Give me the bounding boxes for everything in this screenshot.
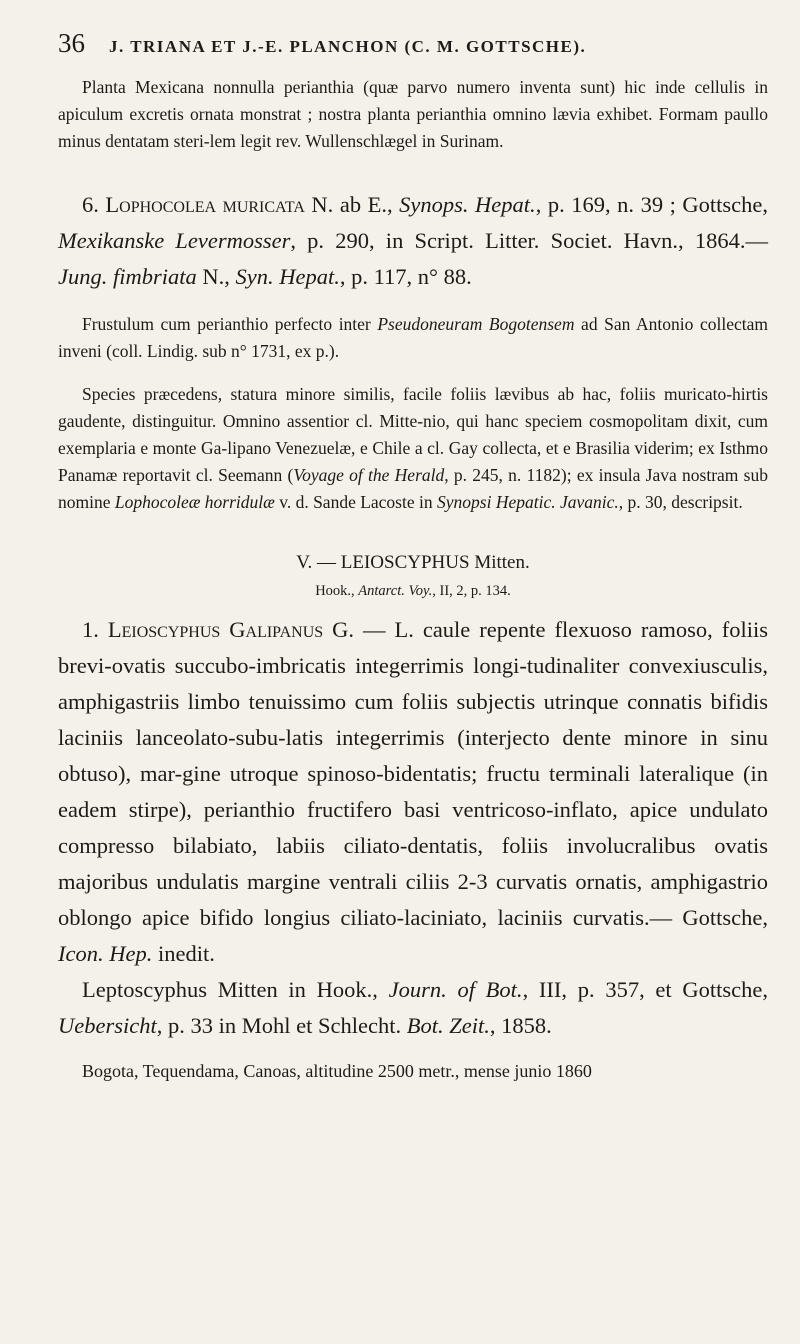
species-6-paragraph-1: [58, 311, 768, 365]
species-1-description: [58, 612, 768, 972]
species-1-number: 1.: [82, 617, 99, 642]
species-1-author: G.: [323, 617, 355, 642]
intro-paragraph: Planta Mexicana nonnulla perianthia (quæ parvo numero inventa sunt) hic inde cellulis in apiculum excretis ornata monstrat ; nostra planta perianthia omnino lævia exhibet. Formam paullo minus dentatam steri-lem legit rev. Wullenschlægel in Surinam.: [58, 77, 768, 151]
species-1-p2-ref2: Uebersicht: [58, 1013, 157, 1038]
species-6-ref2b: , p. 290, in Script. Litter. Societ. Havn., 1864.—: [290, 228, 768, 253]
species-1-p2c: , p. 33 in Mohl et Schlecht.: [156, 1013, 407, 1038]
species-6-p2-ref1: Voyage of the Herald: [293, 465, 445, 485]
genus-ref-b: , II, 2, p. 134.: [432, 583, 511, 599]
species-1-icon-ref: Icon. Hep.: [58, 941, 153, 966]
species-6-number: 6.: [82, 192, 99, 217]
species-6-synonym: Jung. fimbriata: [58, 264, 197, 289]
species-6-name: Lophocolea muricata: [105, 192, 305, 217]
genus-ref-a: Hook.,: [315, 583, 359, 599]
species-6-ref3: Syn. Hepat.: [235, 264, 340, 289]
species-6-p2d: , p. 30, descripsit.: [618, 492, 743, 512]
page-number: 36: [58, 28, 85, 58]
species-1-p2d: , 1858.: [489, 1013, 552, 1038]
species-1-p2b: , III, p. 357, et Gottsche,: [522, 977, 768, 1002]
species-1-locality: Bogota, Tequendama, Canoas, altitudine 2500 metr., mense junio 1860: [82, 1061, 592, 1081]
species-6-p2b: , p. 245, n. 1182); ex insula Java nostram sub nomine: [58, 465, 768, 512]
species-6-p1-taxon: Pseudoneuram Bogotensem: [377, 314, 575, 334]
species-6-paragraph-2: [58, 381, 768, 516]
species-6-ref1b: , p. 169, n. 39 ; Gottsche,: [535, 192, 769, 217]
genus-ref-work: Antarct. Voy.: [358, 583, 433, 599]
species-1-p2-ref3: Bot. Zeit.: [406, 1013, 490, 1038]
running-authors: J. TRIANA ET J.-E. PLANCHON (C. M. GOTTSCHE).: [109, 37, 587, 56]
document-page: [58, 28, 768, 1086]
species-6-p2-taxon: Lophocoleæ horridulæ: [114, 492, 275, 512]
species-6-ref3b: , p. 117, n° 88.: [339, 264, 472, 289]
species-1-text-end: inedit.: [152, 941, 215, 966]
species-6-synonym-author: N.,: [196, 264, 236, 289]
species-6-ref2: Mexikanske Levermosser: [58, 228, 291, 253]
species-6-p1a: Frustulum cum perianthio perfecto inter: [82, 314, 378, 334]
species-6-p2-ref2: Synopsi Hepatic. Javanic.: [437, 492, 619, 512]
species-1-p2-ref1: Journ. of Bot.: [388, 977, 523, 1002]
species-1-name: Leioscyphus Galipanus: [107, 617, 324, 642]
species-6-author: N. ab E.,: [304, 192, 400, 217]
genus-reference: [58, 578, 768, 604]
species-1-text: — L. caule repente flexuoso ramoso, foliis brevi-ovatis succubo-imbricatis integerrimis longi-tudinaliter convexiusculis, amphigastriis limbo tenuissimo cum foliis subjectis utrinque connatis bifidis laciniis lanceolato-subu-latis integerrimis (interjecto dente minore in sinu obtuso), mar-gine utroque spinoso-bidentatis; fructu terminali lateralique (in eadem stirpe), perianthio fructifero basi ventricoso-inflato, apice undulato compresso bilabiato, labiis ciliato-dentatis, foliis involucralibus ovatis majoribus undulatis margine ventrali ciliis 2-3 curvatis ornatis, amphigastrio oblongo apice bifido longius ciliato-laciniato, laciniis curvatis.— Gottsche,: [58, 617, 769, 930]
species-6-p1b: ad San Antonio collectam inveni (coll. Lindig. sub n° 1731, ex p.).: [58, 314, 768, 361]
species-6-p2c: v. d. Sande Lacoste in: [274, 492, 437, 512]
species-6-ref1: Synops. Hepat.: [399, 192, 536, 217]
species-1-synonymy: [58, 972, 768, 1044]
genus-heading: V. — LEIOSCYPHUS Mitten.: [296, 552, 530, 573]
species-1-p2a: Leptoscyphus Mitten in Hook.,: [82, 977, 389, 1002]
species-6-heading: [58, 187, 768, 295]
species-6-p2a: Species præcedens, statura minore similis, facile foliis lævibus ab hac, foliis muricato-hirtis gaudente, distinguitur. Omnino assentior cl. Mitte-nio, qui hanc speciem cosmopolitam dixit, cum exemplaria e monte Ga-lipano Venezuelæ, e Chile a cl. Gay collecta, et e Brasilia viderim; ex Isthmo Panamæ reportavit cl. Seemann (: [58, 384, 768, 485]
running-header: [58, 28, 768, 62]
